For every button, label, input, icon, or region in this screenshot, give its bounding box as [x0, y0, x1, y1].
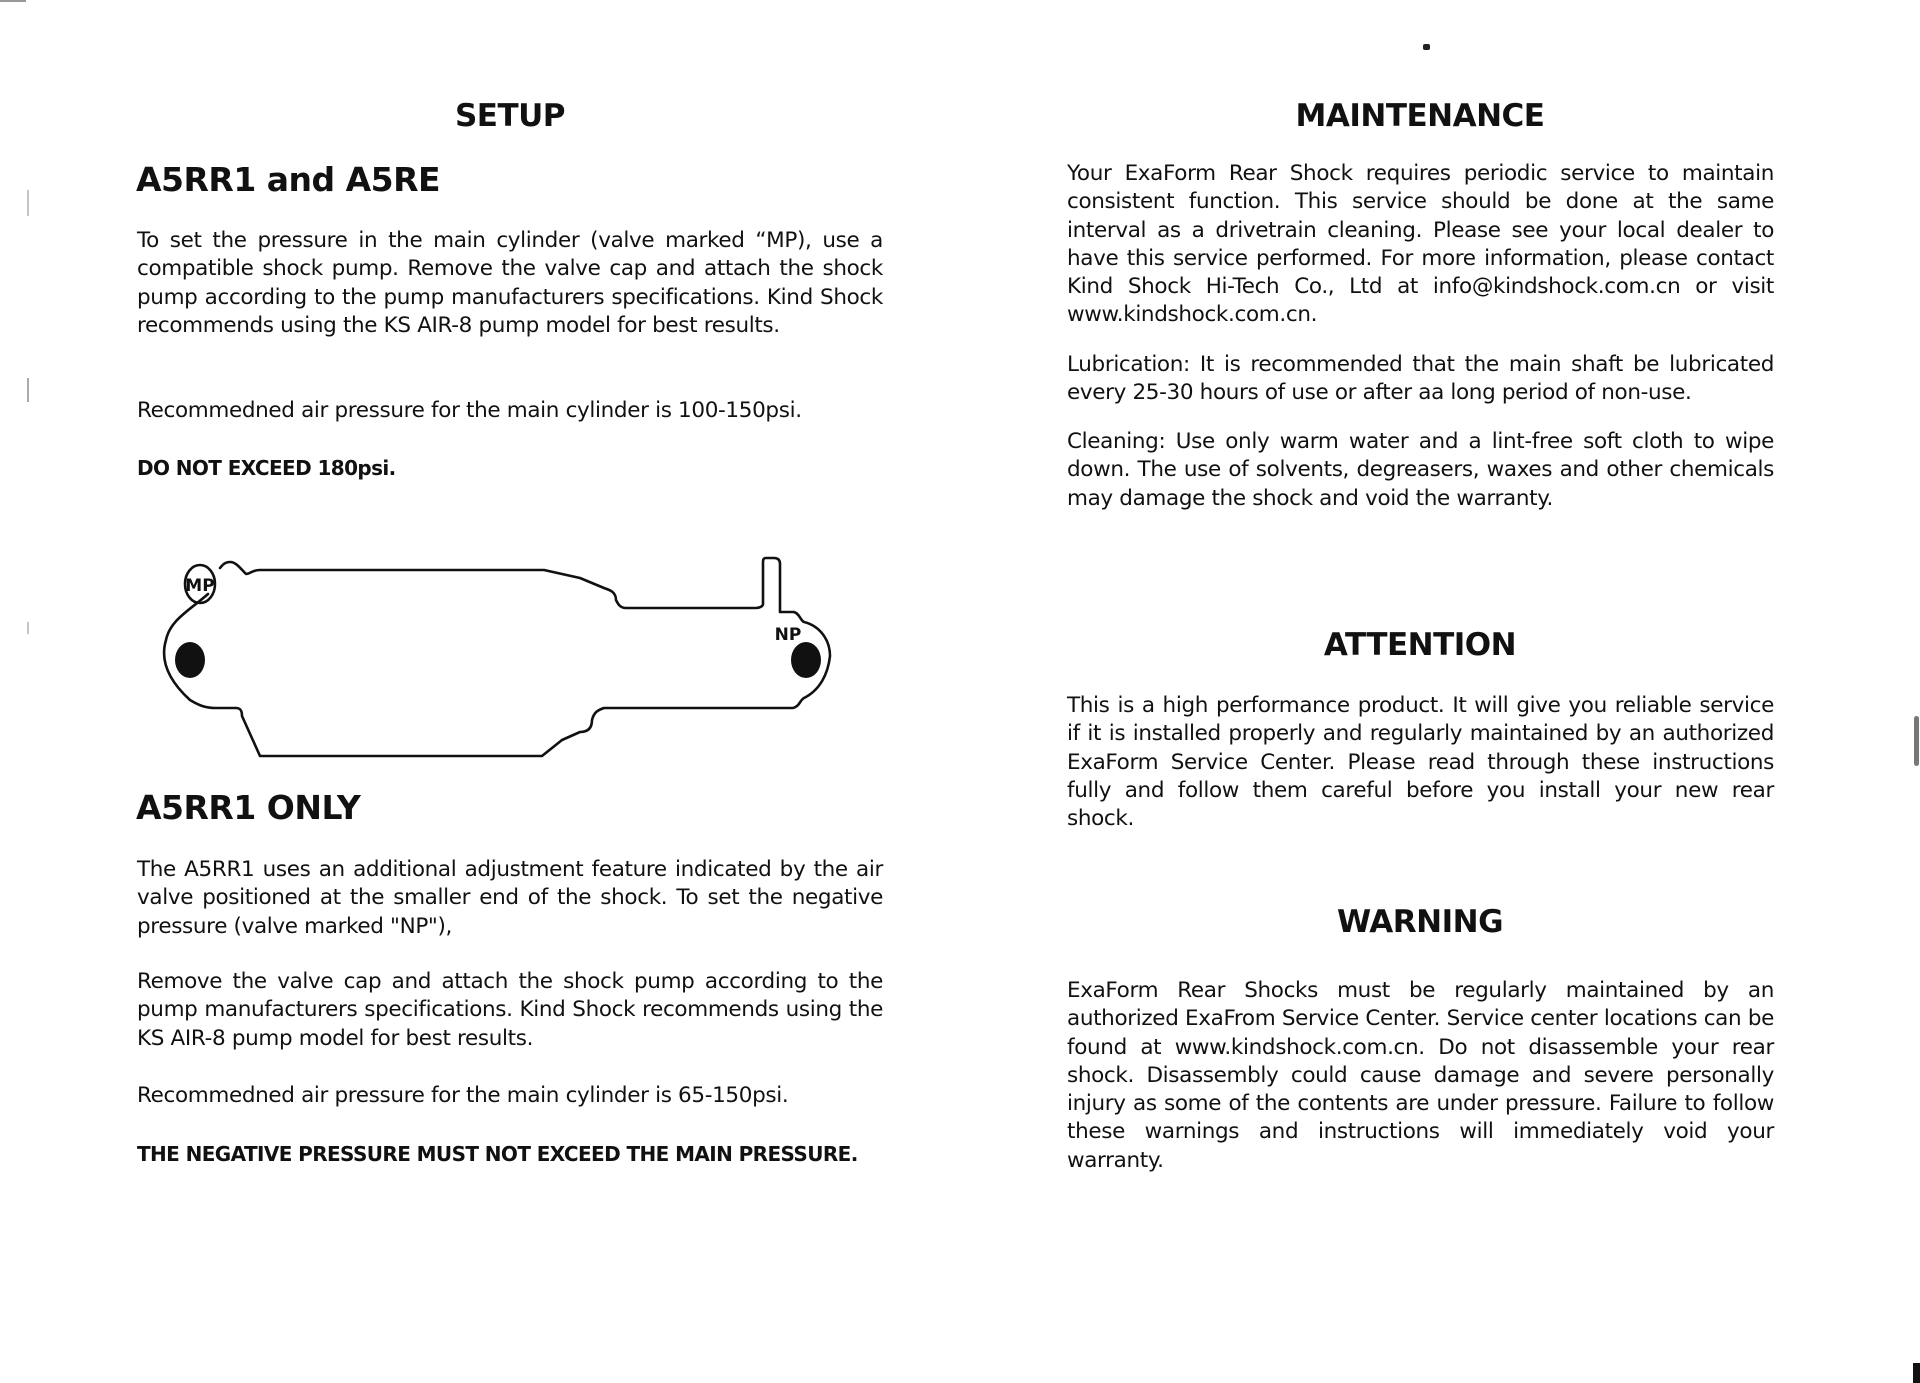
attention-title: ATTENTION: [1323, 627, 1517, 663]
shock-body-outline-top: [164, 558, 830, 756]
a5rr1-paragraph-pressure: Recommedned air pressure for the main cylinder is 65-150psi.: [137, 1083, 789, 1108]
attention-paragraph: This is a high performance product. It will give you reliable service if it is installed properly and regularly maintained by an authorized ExaForm Service Center. Please read through these instructions fully and follow them careful before you install your new rear shock.: [1067, 693, 1774, 832]
eyelet-right: [791, 642, 821, 678]
mp-valve-label: MP: [185, 576, 215, 596]
scan-artifact: [1423, 44, 1430, 50]
eyelet-left: [175, 642, 205, 678]
scan-artifact: [1913, 1363, 1920, 1383]
scan-artifact: [1914, 716, 1919, 766]
maintenance-paragraph-lubrication: Lubrication: It is recommended that the main shaft be lubricated every 25-30 hours of use or after aa long period of non-use.: [1067, 352, 1774, 406]
maintenance-paragraph-cleaning: Cleaning: Use only warm water and a lint-free soft cloth to wipe down. The use of solvents, degreasers, waxes and other chemicals may damage the shock and void the warranty.: [1067, 429, 1774, 511]
section-heading-a5rr1-a5re: A5RR1 and A5RE: [136, 160, 441, 199]
a5rr1-paragraph-negative-valve: The A5RR1 uses an additional adjustment feature indicated by the air valve positioned at the smaller end of the shock. To set the negative pressure (valve marked "NP"),: [137, 857, 883, 939]
right-page: [960, 0, 1920, 1383]
warning-title: WARNING: [1336, 904, 1504, 940]
np-valve-label: NP: [774, 625, 802, 645]
setup-title: SETUP: [454, 98, 566, 134]
max-pressure-warning: DO NOT EXCEED 180psi.: [137, 456, 396, 480]
a5rr1-paragraph-pump: Remove the valve cap and attach the shock pump according to the pump manufacturers specifications. Kind Shock recommends using the KS AIR-8 pump model for best results.: [137, 969, 883, 1051]
scan-artifact: [0, 0, 26, 2]
maintenance-title: MAINTENANCE: [1295, 98, 1545, 134]
maintenance-paragraph-service: Your ExaForm Rear Shock requires periodic service to maintain consistent function. This service should be done at the same interval as a drivetrain cleaning. Please see your local dealer to have this service performed. For more information, please contact Kind Shock Hi-Tech Co., Ltd at info@kindshock.com.cn or visit www.kindshock.com.cn.: [1067, 161, 1774, 328]
section-heading-a5rr1-only: A5RR1 ONLY: [136, 788, 361, 827]
negative-pressure-warning: THE NEGATIVE PRESSURE MUST NOT EXCEED THE MAIN PRESSURE.: [137, 1142, 858, 1166]
scan-artifact: [27, 190, 29, 216]
scan-artifact: [27, 378, 29, 402]
setup-paragraph-pump: To set the pressure in the main cylinder (valve marked “MP), use a compatible shock pump. Remove the valve cap and attach the shock pump according to the pump manufacturers specifications. Kind Shock recommends using the KS AIR-8 pump model for best results.: [137, 228, 883, 338]
setup-paragraph-pressure: Recommedned air pressure for the main cylinder is 100-150psi.: [137, 398, 802, 423]
scan-artifact: [27, 622, 29, 634]
shock-diagram: [160, 540, 890, 760]
warning-paragraph: ExaForm Rear Shocks must be regularly maintained by an authorized ExaFrom Service Center. Service center locations can be found at www.kindshock.com.cn. Do not disassemble your rear shock. Disassembly could cause damage and severe personally injury as some of the contents are under pressure. Failure to follow these warnings and instructions will immediately void your warranty.: [1067, 978, 1774, 1173]
